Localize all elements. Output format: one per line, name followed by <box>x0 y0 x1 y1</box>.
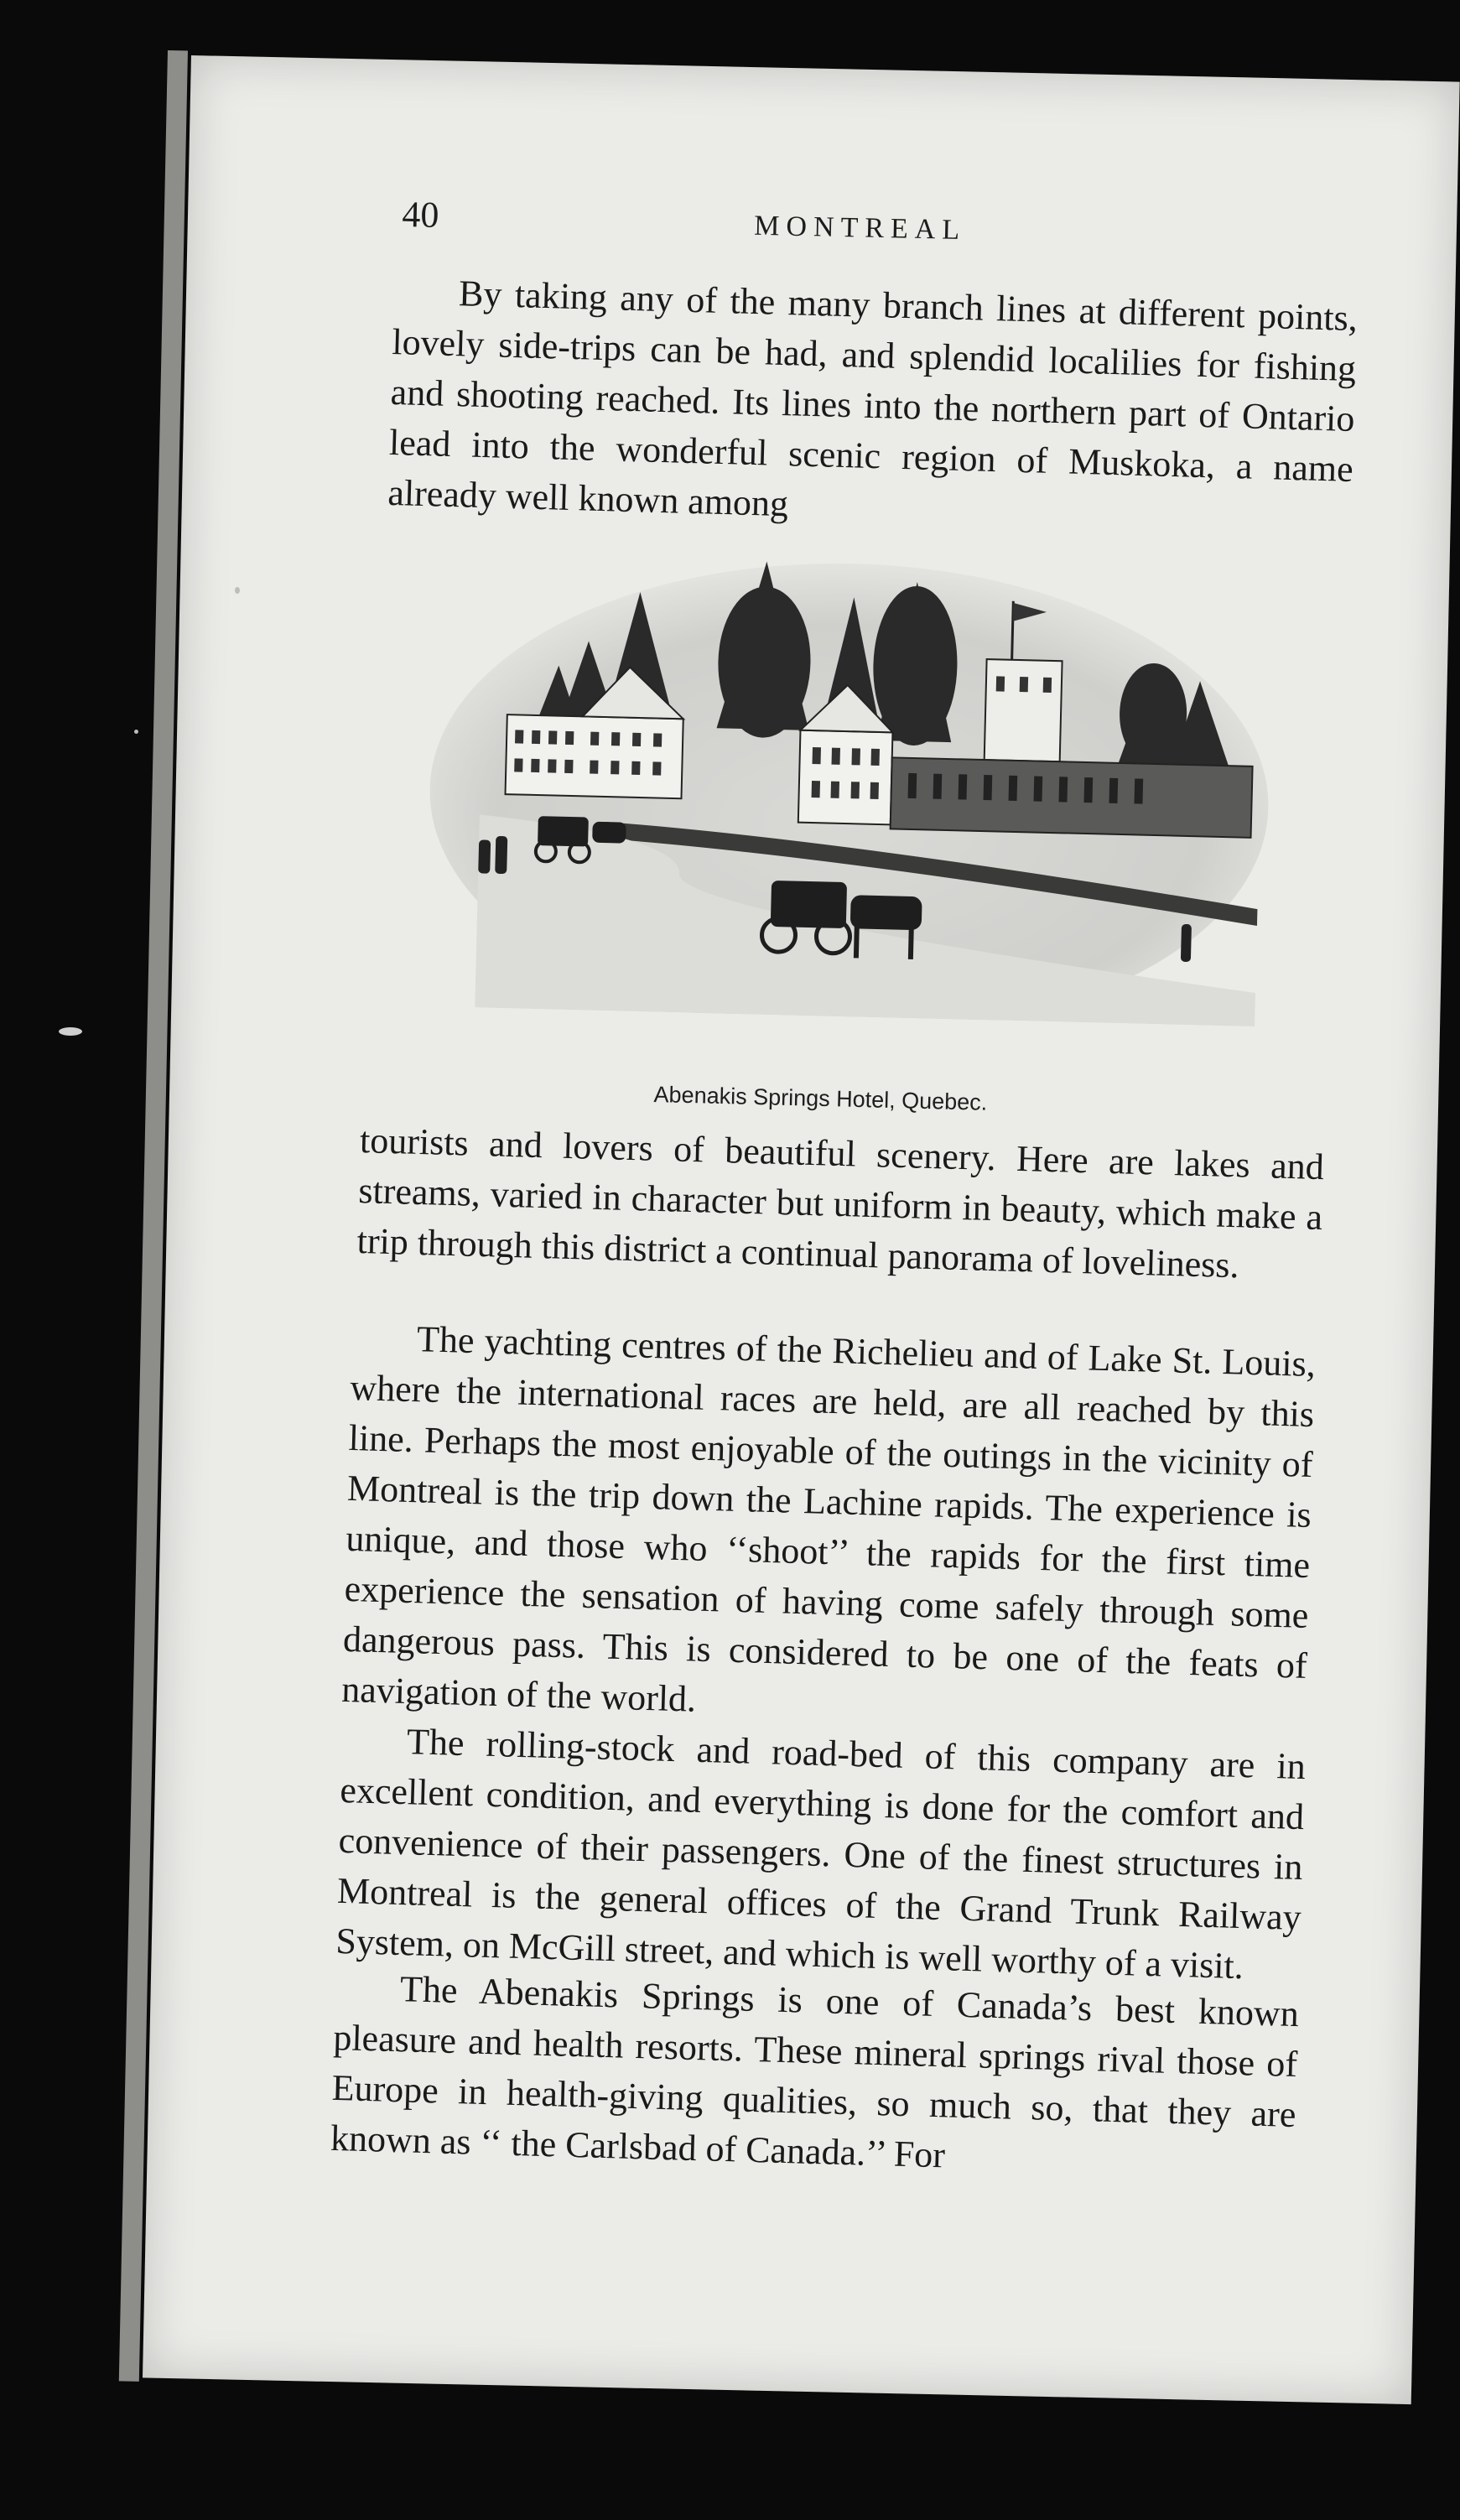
page-number: 40 <box>401 193 439 236</box>
running-head: MONTREAL <box>753 210 967 247</box>
paragraph-4: The rolling-stock and road-bed of this company are in excellent condition, and everything is done for the comfort and convenience of their passengers. One of the finest structures in Montreal is the general offices of the Grand Trunk Railway System, on McGill street, and which is well worthy of a visit. <box>335 1721 1307 1987</box>
scan-speck <box>59 1027 82 1036</box>
right-hotel-wing <box>891 757 1253 837</box>
paragraph-2: tourists and lovers of beautiful scenery. Here are lakes and streams, varied in character but uniform in beauty, which make a trip through this district a continual panorama of loveliness. <box>356 1119 1325 1286</box>
paragraph-1: By taking any of the many branch lines at different points, lovely side-trips can be had, and splendid localilies for fishing and shooting reached. Its lines into the northern part of Ontario lead into the wonderful scenic region of Muskoka, a name already well known among <box>387 273 1359 525</box>
paragraph-3: The yachting centres of the Richelieu and of Lake St. Louis, where the international races are held, are all reached by this line. Perhaps the most enjoyable of the outings in the vicinity of Montreal is the trip down the Lachine rapids. The experience is unique, and those who ‘‘shoot’’ the rapids for the first time experience the sensation of having come safely through some dangerous pass. This is considered to be one of the feats of navigation of the world. <box>340 1318 1317 1720</box>
illustration-caption: Abenakis Springs Hotel, Quebec. <box>653 1082 988 1115</box>
scan-speck <box>235 587 240 594</box>
hotel-illustration <box>424 537 1274 1026</box>
paragraph-5: The Abenakis Springs is one of Canada’s best known pleasure and health resorts. These mineral springs rival those of Europe in health-giving qualities, so much so, that they are known as ‘‘ the Carlsbad of Canada.’’ For <box>330 1968 1300 2176</box>
hotel-engraving <box>424 537 1274 1026</box>
scan-speck <box>134 730 138 734</box>
